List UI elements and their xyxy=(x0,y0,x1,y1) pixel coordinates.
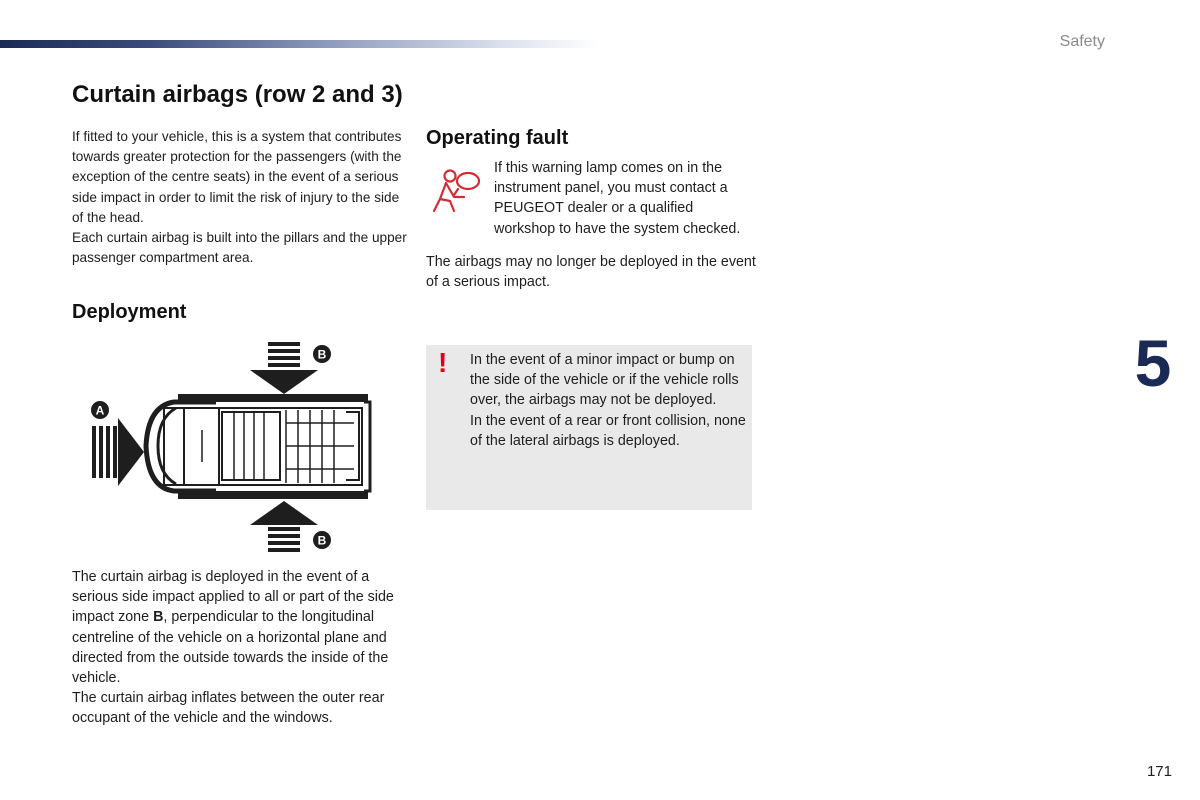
intro-text xyxy=(72,127,407,268)
deployment-description xyxy=(72,567,402,729)
notice-line-1: In the event of a minor impact or bump on the side of the vehicle or if the vehicle rolls over, the airbags may not be deployed. xyxy=(470,352,739,409)
warning-lamp-text: If this warning lamp comes on in the instrument panel, you must contact a PEUGEOT dealer or a qualified workshop to have the system checked. xyxy=(494,160,741,237)
exclamation-icon: ! xyxy=(438,347,448,378)
bottom-arrow-b xyxy=(250,501,318,552)
top-arrow-b xyxy=(250,342,318,394)
impact-zone-reference: B xyxy=(153,609,164,626)
page-number: 171 xyxy=(1146,763,1172,780)
deployment-paragraph-2: The curtain airbag inflates between the outer rear occupant of the vehicle and the windows. xyxy=(72,690,385,727)
intro-paragraph-2: Each curtain airbag is built into the pillars and the upper passenger compartment area. xyxy=(72,230,407,266)
deployment-heading: Deployment xyxy=(72,301,187,323)
page-title: Curtain airbags (row 2 and 3) xyxy=(72,81,403,108)
deployment-text-part-2: , perpendicular to the longitudinal centreline of the vehicle on a horizontal plane and directed from the outside towards the inside of the vehicle. xyxy=(72,609,389,687)
label-a xyxy=(91,401,109,419)
label-a-text: A xyxy=(95,403,105,418)
operating-fault-heading: Operating fault xyxy=(426,127,569,149)
label-b-top-text: B xyxy=(317,347,327,362)
notice-text xyxy=(470,350,746,451)
section-label: Safety xyxy=(1059,33,1105,50)
side-impact-diagram xyxy=(84,338,374,556)
header-gradient-bar xyxy=(0,40,600,48)
intro-paragraph-1: If fitted to your vehicle, this is a system that contributes towards greater protection for the passengers (with the exception of the centre seats) in the event of a serious side impact in order to limit the risk of injury to the side of the head. xyxy=(72,129,402,225)
fault-consequence-text: The airbags may no longer be deployed in the event of a serious impact. xyxy=(426,254,756,291)
warning-notice-box xyxy=(426,345,752,510)
vehicle-top-view xyxy=(146,394,370,499)
deployment-paragraph-1 xyxy=(72,567,402,688)
label-b-top xyxy=(313,345,331,363)
deployment-text-part-1: The curtain airbag is deployed in the event of a serious side impact applied to all or part of the side impact zone xyxy=(72,569,394,626)
left-arrow-a xyxy=(92,418,144,486)
airbag-warning-lamp-icon xyxy=(428,167,488,215)
label-b-bottom-text: B xyxy=(317,533,327,548)
chapter-number: 5 xyxy=(1134,326,1172,400)
notice-line-2: In the event of a rear or front collision, none of the lateral airbags is deployed. xyxy=(470,412,746,449)
label-b-bottom xyxy=(313,531,331,549)
